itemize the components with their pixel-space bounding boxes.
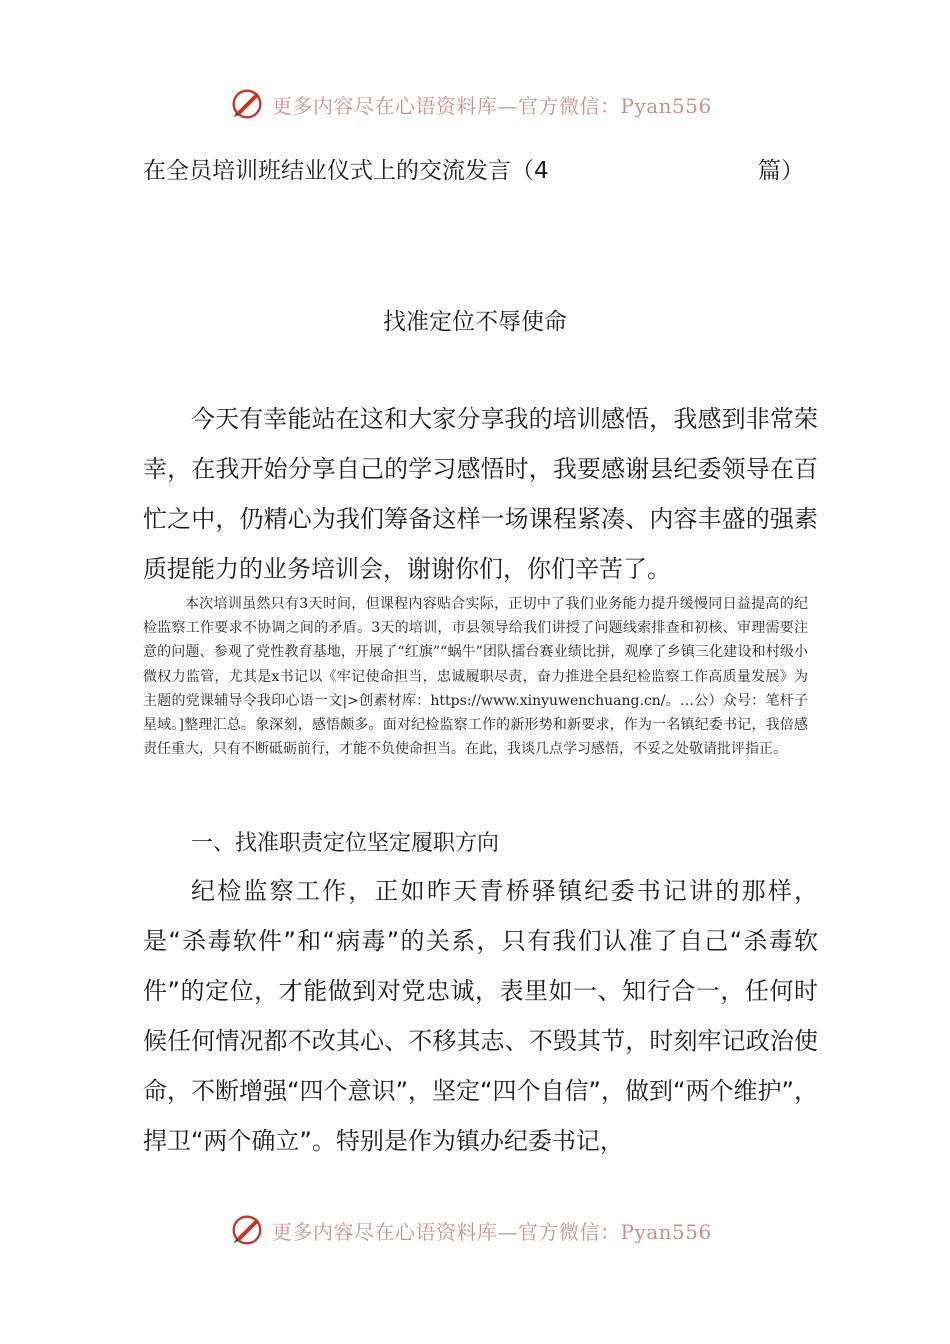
footer-banner <box>228 1210 712 1250</box>
header-banner <box>228 84 712 124</box>
paragraph-intro: 今天有幸能站在这和大家分享我的培训感悟，我感到非常荣幸，在我开始分享自己的学习感悟时，我要感谢县纪委领导在百忙之中，仍精心为我们筹备这样一场课程紧凑、内容丰盛的强素质提能力的业务培训会，谢谢你们，你们辛苦了。 <box>143 405 818 583</box>
heading-section-one: 一、找准职责定位坚定履职方向 <box>191 831 500 856</box>
title-main: 在全员培训班结业仪式上的交流发言（4 <box>143 158 549 184</box>
banner-text: 更多内容尽在心语资料库—官方微信：Pyan556 <box>272 1219 712 1244</box>
document-title <box>143 152 803 186</box>
pen-logo-icon <box>228 85 266 123</box>
pen-logo-icon <box>228 1211 266 1249</box>
paragraph-training: 本次培训虽然只有3天时间，但课程内容贴合实际，正切中了我们业务能力提升缓慢同日益提高的纪检监察工作要求不协调之间的矛盾。3天的培训，市县领导给我们讲授了问题线索排查和初核、审理需要注意的问题、参观了党性教育基地，开展了“红旗”“蜗牛”团队擂台赛业绩比拼，观摩了乡镇三化建设和村级小微权力监管，尤其是x书记以《牢记使命担当，忠诚履职尽责，奋力推进全县纪检监察工作高质量发展》为主题的党课辅导令我印心语一文|>创素材库：https://www.xinyuwenchuang.cn/。…公）众号：笔杆子星域。]整理汇总。象深刻，感悟颇多。面对纪检监察工作的新形势和新要求，作为一名镇纪委书记，我倍感责任重大，只有不断砥砺前行，才能不负使命担当。在此，我谈几点学习感悟，不妥之处敬请批评指正。 <box>143 596 808 758</box>
banner-text: 更多内容尽在心语资料库—官方微信：Pyan556 <box>272 93 712 118</box>
paragraph-discipline: 纪检监察工作，正如昨天青桥驿镇纪委书记讲的那样，是“杀毒软件”和“病毒”的关系，只有我们认准了自己“杀毒软件”的定位，才能做到对党忠诚，表里如一、知行合一，任何时候任何情况都不改其心、不移其志、不毁其节，时刻牢记政治使命，不断增强“四个意识”，坚定“四个自信”，做到“两个维护”，捍卫“两个确立”。特别是作为镇办纪委书记， <box>143 877 818 1155</box>
section-subtitle: 找准定位不辱使命 <box>383 309 567 335</box>
title-suffix: 篇） <box>758 158 804 184</box>
